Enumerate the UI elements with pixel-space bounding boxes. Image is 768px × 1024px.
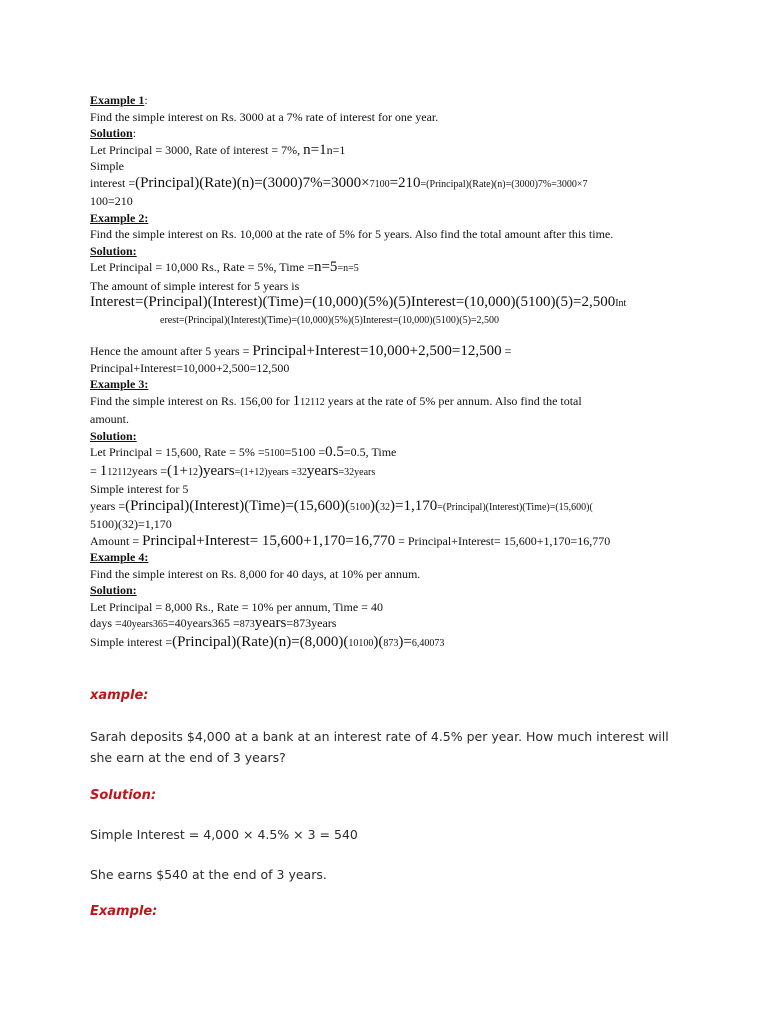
example-3-solution-heading: Solution:: [90, 428, 137, 443]
text-run: =: [501, 344, 512, 358]
math-run: 1: [99, 462, 108, 479]
text-run: years =: [131, 463, 168, 478]
text-run-small: 6,40073: [411, 637, 445, 649]
text-run-small: =(Principal)(Rate)(n)=(3000)7%=3000×7: [420, 178, 588, 190]
example-1-line-1: [90, 142, 690, 159]
example-3-line-5: 5100)(32)=1,170: [90, 517, 172, 531]
math-fraction: 32: [380, 501, 391, 513]
example-3-question-line-2: amount.: [90, 412, 129, 426]
text-run-small: =(1+12)years =: [234, 466, 297, 478]
web-solution-formula: Simple Interest = 4,000 × 4.5% × 3 = 540: [90, 827, 358, 842]
example-1-solution-colon: :: [132, 126, 137, 140]
web-solution-heading: Solution:: [90, 788, 157, 803]
example-4-line-1: Let Principal = 8,000 Rs., Rate = 10% per annum, Time = 40: [90, 599, 383, 614]
example-1-colon: :: [144, 93, 148, 107]
example-2-heading: Example 2:: [90, 210, 149, 225]
math-run: (Principal)(Rate)(n)=(3000)7%=3000×: [135, 174, 370, 191]
example-3-heading: Example 3:: [90, 377, 149, 391]
web-next-example-heading: Example:: [90, 904, 158, 919]
text-run: =40years365 =: [167, 616, 240, 630]
web-example-heading: xample:: [90, 688, 149, 703]
math-run: 1: [292, 392, 301, 409]
example-3-line-4: [90, 498, 690, 517]
math-run: (Principal)(Interest)(Time)=(15,600)(: [125, 497, 351, 514]
math-run: (Principal)(Rate)(n)=(8,000)(: [172, 633, 349, 650]
math-fraction: 32: [296, 466, 307, 478]
text-run: Let Principal = 3000, Rate of interest = 7%,: [90, 142, 304, 157]
example-3-question-line-1: [90, 393, 690, 412]
math-run: =210: [389, 174, 421, 191]
example-4-line-3: [90, 634, 690, 653]
text-run: years at the rate of 5% per annum. Also find the total: [324, 393, 582, 408]
text-run: days =: [90, 616, 122, 630]
example-1-line-4: 100=210: [90, 194, 133, 208]
web-example-question: Sarah deposits $4,000 at a bank at an interest rate of 4.5% per year. How much interest will she earn at the end of 3 years?: [90, 729, 669, 765]
math-fraction: 5100: [350, 501, 371, 513]
math-run: )=: [398, 633, 412, 650]
math-run: )years: [197, 462, 235, 479]
example-1-line-2: Simple: [90, 159, 125, 173]
math-fraction: 12112: [107, 466, 132, 478]
example-1-solution-heading: Solution: [90, 126, 133, 140]
example-3-line-6: [90, 533, 690, 550]
text-run: = Principal+Interest= 15,600+1,170=16,770: [395, 533, 611, 548]
document-body: [90, 92, 690, 652]
math-fraction: 5100: [264, 448, 285, 459]
text-run-small: =(Principal)(Interest)(Time)=(15,600)(: [437, 501, 593, 513]
example-4-line-2: [90, 615, 690, 634]
text-run-small: =n=5: [337, 263, 359, 274]
example-1-heading: Example 1: [90, 93, 145, 107]
math-run: )(: [370, 497, 381, 514]
math-run: 0.5: [325, 444, 344, 460]
text-run: Find the simple interest on Rs. 156,00 for: [90, 393, 293, 408]
text-run: =0.5, Time: [343, 445, 397, 459]
math-run: years: [306, 462, 339, 479]
math-fraction: 873: [239, 619, 255, 630]
example-3-line-3: Simple interest for 5: [90, 482, 189, 496]
example-1-question: Find the simple interest on Rs. 3000 at a 7% rate of interest for one year.: [90, 109, 439, 124]
math-run: Interest=(Principal)(Interest)(Time)=(10,000)(5%)(5)Interest=(10,000)(5100)(5)=2,500: [90, 294, 616, 310]
math-run: Principal+Interest= 15,600+1,170=16,770: [142, 532, 396, 549]
example-4-heading: Example 4:: [90, 550, 149, 564]
text-run-small: =32years: [338, 466, 376, 478]
text-run: =: [90, 463, 100, 478]
example-3-line-1: [90, 444, 690, 463]
text-run: Let Principal = 15,600, Rate = 5% =: [90, 445, 265, 459]
spacer: [90, 329, 690, 343]
example-4-solution-heading: Solution:: [90, 583, 137, 597]
text-run: n=1: [326, 142, 346, 157]
text-run: Hence the amount after 5 years =: [90, 344, 253, 358]
example-4-question: Find the simple interest on Rs. 8,000 for 40 days, at 10% per annum.: [90, 566, 421, 581]
example-2-line-3: [90, 294, 690, 313]
example-2-line-6: Principal+Interest=10,000+2,500=12,500: [90, 360, 290, 375]
text-run: years =: [90, 498, 126, 513]
example-3-line-2: [90, 463, 690, 482]
math-fraction: 873: [383, 637, 399, 649]
math-run: (1+: [167, 462, 188, 479]
math-fraction: 40years365: [121, 619, 168, 630]
text-run: Amount =: [90, 533, 143, 548]
math-run: n=1: [303, 141, 327, 158]
math-fraction: 12: [187, 466, 198, 478]
example-2-question: Find the simple interest on Rs. 10,000 at the rate of 5% for 5 years. Also find the total amount after this time.: [90, 227, 614, 241]
example-1-solution-line: [90, 125, 690, 142]
text-run: =5100 =: [284, 445, 326, 459]
math-run: Principal+Interest=10,000+2,500=12,500: [252, 343, 502, 359]
web-solution-answer: She earns $540 at the end of 3 years.: [90, 867, 327, 882]
text-run: interest =: [90, 175, 136, 190]
example-2-line-2: The amount of simple interest for 5 years is: [90, 278, 300, 293]
math-run: )=1,170: [390, 497, 438, 514]
example-2-solution-heading: Solution:: [90, 243, 137, 258]
text-run: Simple interest =: [90, 634, 173, 649]
math-run: )(: [373, 633, 384, 650]
math-run: n=5: [313, 259, 338, 275]
example-2-line-5: [90, 343, 690, 360]
math-fraction: 10100: [348, 637, 374, 649]
math-fraction: 7100: [369, 178, 390, 190]
example-2-line-1: [90, 259, 690, 278]
math-run: years: [254, 615, 287, 631]
example-1-line-3: [90, 175, 690, 194]
example-1-heading-line: [90, 92, 690, 109]
text-run: Let Principal = 10,000 Rs., Rate = 5%, Time =: [90, 260, 314, 274]
text-run-small: Int: [615, 298, 627, 309]
text-run: =873years: [286, 616, 337, 630]
text-run-small: 12112: [300, 396, 325, 408]
example-2-line-4: erest=(Principal)(Interest)(Time)=(10,000)(5%)(5)Interest=(10,000)(5100)(5)=2,500: [160, 314, 500, 326]
